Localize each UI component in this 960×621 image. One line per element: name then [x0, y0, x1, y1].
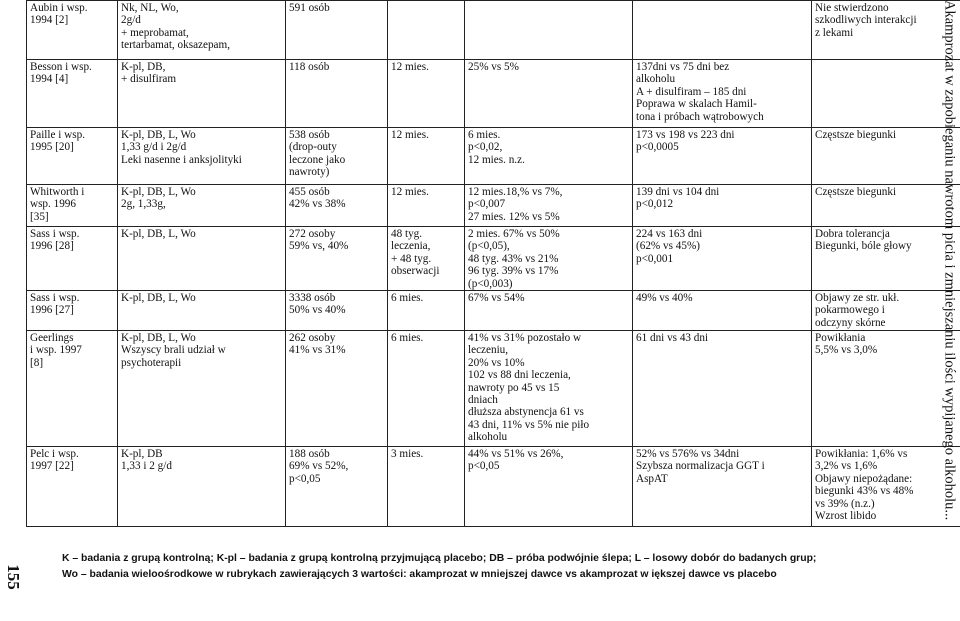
cell-study: Whitworth i wsp. 1996 [35]: [27, 185, 118, 227]
studies-table: [26, 0, 960, 527]
cell-participants: 188 osób 69% vs 52%, p<0,05: [286, 447, 388, 527]
cell-study: Aubin i wsp. 1994 [2]: [27, 1, 118, 60]
cell-notes: Częstsze biegunki: [812, 128, 960, 185]
page-number: [2, 556, 24, 598]
cell-participants: 538 osób (drop-outy leczone jako nawroty): [286, 128, 388, 185]
page-number-text: 155: [4, 564, 23, 590]
cell-study: Sass i wsp. 1996 [28]: [27, 227, 118, 291]
cell-design: K-pl, DB, L, Wo: [118, 227, 286, 291]
cell-duration: [388, 1, 465, 60]
table-row: [27, 447, 960, 527]
cell-participants: 262 osoby 41% vs 31%: [286, 331, 388, 447]
cell-duration: 6 mies.: [388, 331, 465, 447]
cell-time-abstinent: 224 vs 163 dni (62% vs 45%) p<0,001: [633, 227, 812, 291]
running-header-text: Akamprozat w zapobieganiu nawrotom picia i zmniejszaniu ilości wypijanego alkoholu...: [941, 0, 958, 521]
table-row: [27, 331, 960, 447]
cell-abstinence: 25% vs 5%: [465, 60, 633, 128]
cell-time-abstinent: 173 vs 198 vs 223 dni p<0,0005: [633, 128, 812, 185]
cell-study: Geerlings i wsp. 1997 [8]: [27, 331, 118, 447]
cell-abstinence: 67% vs 54%: [465, 291, 633, 331]
cell-time-abstinent: 137dni vs 75 dni bez alkoholu A + disulfiram – 185 dni Poprawa w skalach Hamil- tona i próbach wątrobowych: [633, 60, 812, 128]
cell-study: Pelc i wsp. 1997 [22]: [27, 447, 118, 527]
footnote-line-1: K – badania z grupą kontrolną; K-pl – badania z grupą kontrolną przyjmującą placebo; DB – próba podwójnie ślepa; L – losowy dobór do badanych grup;: [62, 553, 817, 564]
cell-duration: 12 mies.: [388, 128, 465, 185]
table-row: [27, 128, 960, 185]
cell-design: Nk, NL, Wo, 2g/d + meprobamat, tertarbamat, oksazepam,: [118, 1, 286, 60]
cell-study: Sass i wsp. 1996 [27]: [27, 291, 118, 331]
cell-study: Paille i wsp. 1995 [20]: [27, 128, 118, 185]
cell-duration: 48 tyg. leczenia, + 48 tyg. obserwacji: [388, 227, 465, 291]
cell-participants: 3338 osób 50% vs 40%: [286, 291, 388, 331]
table-row: [27, 185, 960, 227]
cell-participants: 118 osób: [286, 60, 388, 128]
cell-design: K-pl, DB, L, Wo: [118, 291, 286, 331]
cell-design: K-pl, DB, L, Wo 2g, 1,33g,: [118, 185, 286, 227]
cell-notes: Objawy ze str. ukł. pokarmowego i odczyny skórne: [812, 291, 960, 331]
table-footnote: [62, 551, 922, 583]
running-header: [938, 0, 960, 600]
cell-notes: Dobra tolerancja Biegunki, bóle głowy: [812, 227, 960, 291]
cell-time-abstinent: 49% vs 40%: [633, 291, 812, 331]
cell-abstinence: 6 mies. p<0,02, 12 mies. n.z.: [465, 128, 633, 185]
cell-notes: Powikłania: 1,6% vs 3,2% vs 1,6% Objawy niepożądane: biegunki 43% vs 48% vs 39% (n.z.) Wzrost libido: [812, 447, 960, 527]
cell-participants: 272 osoby 59% vs, 40%: [286, 227, 388, 291]
cell-notes: Częstsze biegunki: [812, 185, 960, 227]
cell-abstinence: [465, 1, 633, 60]
cell-duration: 12 mies.: [388, 185, 465, 227]
cell-participants: 455 osób 42% vs 38%: [286, 185, 388, 227]
cell-abstinence: 44% vs 51% vs 26%, p<0,05: [465, 447, 633, 527]
cell-abstinence: 2 mies. 67% vs 50% (p<0,05), 48 tyg. 43% vs 21% 96 tyg. 39% vs 17% (p<0,003): [465, 227, 633, 291]
cell-time-abstinent: [633, 1, 812, 60]
footnote-line-2: Wo – badania wieloośrodkowe w rubrykach zawierających 3 wartości: akamprozat w mniejszej dawce vs akamprozat w iększej dawce vs placebo: [62, 569, 777, 580]
cell-design: K-pl, DB 1,33 i 2 g/d: [118, 447, 286, 527]
cell-duration: 12 mies.: [388, 60, 465, 128]
cell-study: Besson i wsp. 1994 [4]: [27, 60, 118, 128]
table-row: [27, 1, 960, 60]
cell-time-abstinent: 52% vs 576% vs 34dni Szybsza normalizacja GGT i AspAT: [633, 447, 812, 527]
table-row: [27, 291, 960, 331]
cell-participants: 591 osób: [286, 1, 388, 60]
cell-design: K-pl, DB, L, Wo Wszyscy brali udział w psychoterapii: [118, 331, 286, 447]
table-row: [27, 60, 960, 128]
studies-table-container: [26, 0, 934, 527]
cell-design: K-pl, DB, L, Wo 1,33 g/d i 2g/d Leki nasenne i anksjolityki: [118, 128, 286, 185]
cell-duration: 3 mies.: [388, 447, 465, 527]
cell-abstinence: 41% vs 31% pozostało w leczeniu, 20% vs 10% 102 vs 88 dni leczenia, nawroty po 45 vs 15 dniach dłuższa abstynencja 61 vs 43 dni, 11% vs 5% nie piło alkoholu: [465, 331, 633, 447]
cell-notes: Nie stwierdzono szkodliwych interakcji z lekami: [812, 1, 960, 60]
table-row: [27, 227, 960, 291]
cell-notes: Powikłania 5,5% vs 3,0%: [812, 331, 960, 447]
cell-abstinence: 12 mies.18,% vs 7%, p<0,007 27 mies. 12% vs 5%: [465, 185, 633, 227]
cell-design: K-pl, DB, + disulfiram: [118, 60, 286, 128]
cell-time-abstinent: 139 dni vs 104 dni p<0,012: [633, 185, 812, 227]
cell-time-abstinent: 61 dni vs 43 dni: [633, 331, 812, 447]
cell-duration: 6 mies.: [388, 291, 465, 331]
